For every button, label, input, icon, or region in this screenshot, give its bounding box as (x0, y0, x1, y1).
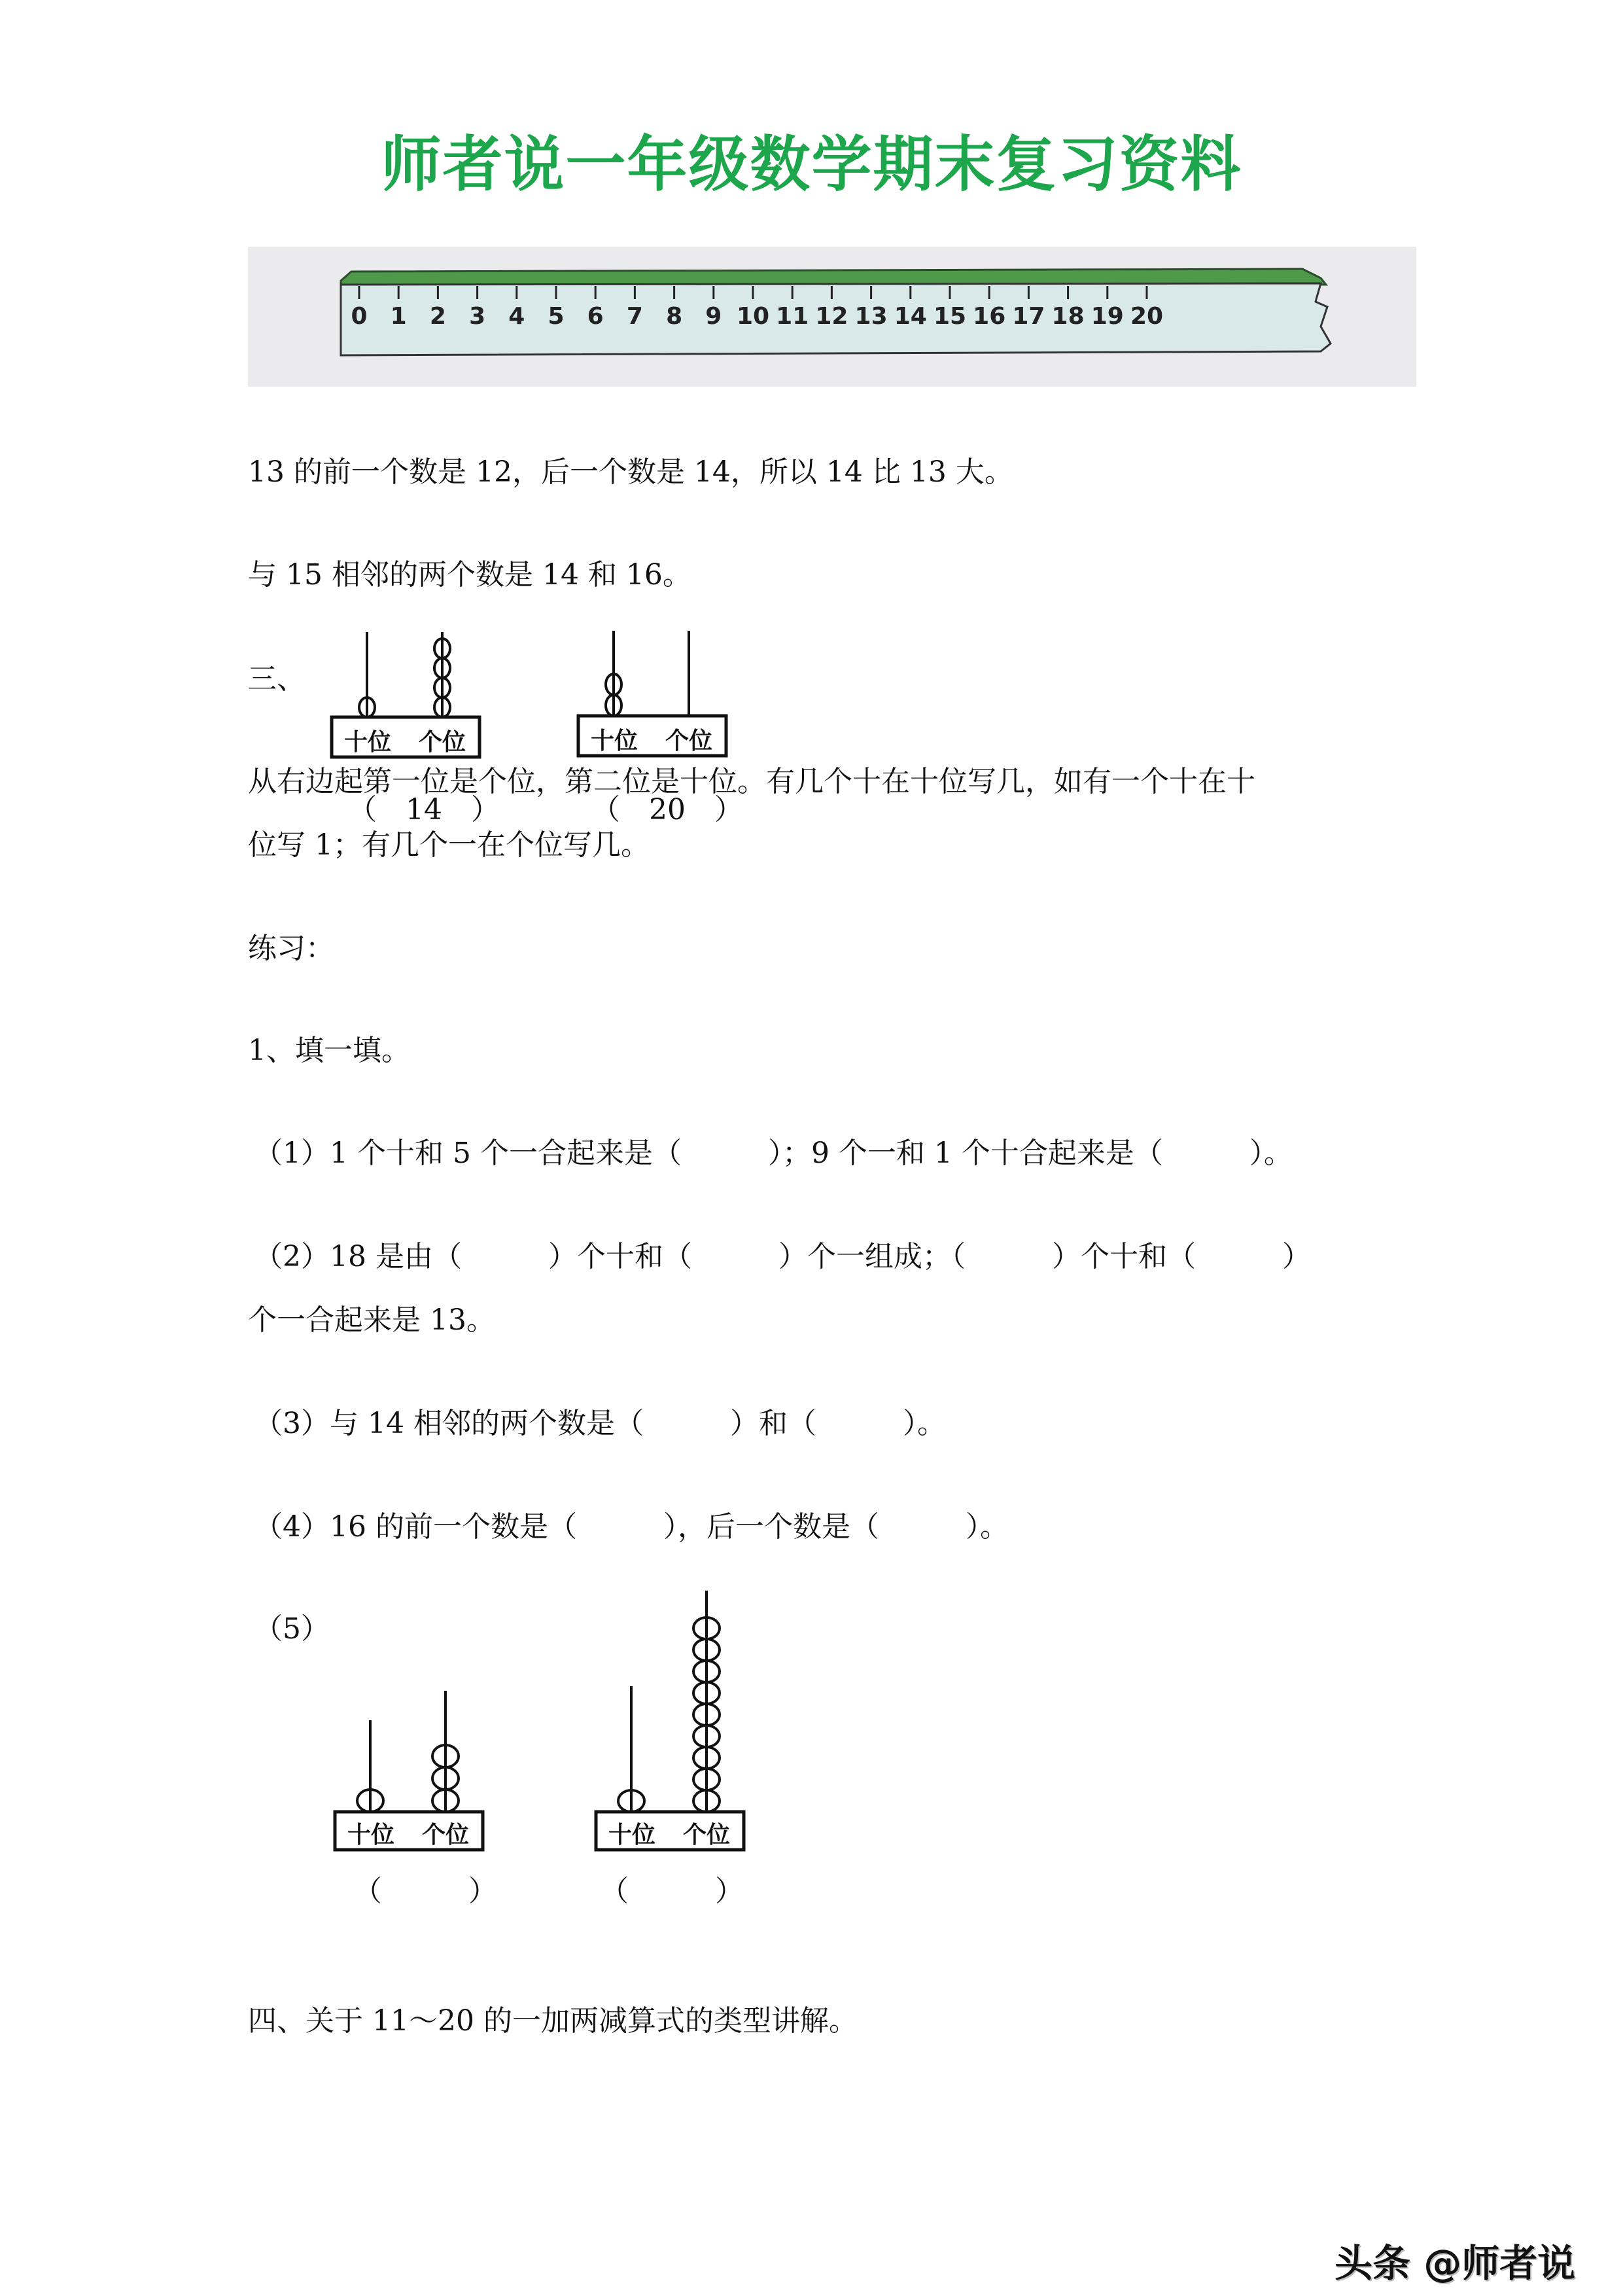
question-1: （1）1 个十和 5 个一合起来是（ ）；9 个一和 1 个十合起来是（ ）。 (254, 1137, 1293, 1170)
ruler-number: 8 (666, 303, 683, 330)
abacus-label-ones: 个位 (421, 1821, 469, 1848)
abacus-labels (577, 719, 726, 758)
abacus-label-tens: 十位 (608, 1821, 655, 1848)
ruler-number: 9 (705, 303, 722, 330)
abacus-label-ones: 个位 (418, 728, 466, 756)
abacus-exercise-a (334, 1812, 485, 1852)
question-4: （4）16 的前一个数是（ ），后一个数是（ ）。 (254, 1510, 1009, 1544)
ruler-number: 14 (894, 303, 927, 330)
section-heading: 四、关于 11～20 的一加两减算式的类型讲解。 (248, 2004, 858, 2038)
ruler-number: 1 (390, 303, 407, 330)
section-heading: 三、 (248, 662, 305, 696)
ruler-number: 16 (973, 303, 1006, 330)
question-3: （3）与 14 相邻的两个数是（ ）和（ ）。 (254, 1407, 946, 1440)
ruler-number: 18 (1051, 303, 1085, 330)
abacus-20 (577, 716, 729, 758)
ruler-number: 13 (854, 303, 888, 330)
question-5: （5） (254, 1612, 330, 1646)
page-title: 师者说一年级数学期末复习资料 (381, 129, 1242, 200)
abacus-label-tens: 十位 (590, 727, 638, 754)
ruler-number: 2 (429, 303, 446, 330)
ruler-number: 6 (587, 303, 604, 330)
abacus-label-ones: 个位 (682, 1821, 730, 1848)
answer-blank-a[interactable]: （ ） (353, 1875, 497, 1908)
question-2-cont: 个一合起来是 13。 (248, 1303, 495, 1337)
ruler-number: 5 (548, 303, 565, 330)
answer-14: （ 14 ） (348, 793, 500, 826)
paragraph-line: 从右边起第一位是个位，第二位是十位。有几个十在十位写几，如有一个十在十 (248, 765, 1255, 798)
ruler-number: 10 (736, 303, 770, 330)
ruler-number: 11 (776, 303, 809, 330)
text-line: 与 15 相邻的两个数是 14 和 16。 (248, 558, 691, 592)
abacus-label-tens: 十位 (343, 728, 391, 756)
abacus-labels (334, 1813, 483, 1852)
ruler-number: 19 (1091, 303, 1124, 330)
abacus-label-ones: 个位 (665, 727, 712, 754)
watermark: 头条 @师者说 (1335, 2241, 1576, 2286)
ruler-number: 3 (469, 303, 486, 330)
answer-20: （ 20 ） (591, 793, 743, 826)
paragraph-line: 位写 1；有几个一在个位写几。 (248, 828, 650, 862)
answer-blank-b[interactable]: （ ） (600, 1875, 744, 1908)
ruler-number: 4 (508, 303, 525, 330)
ruler-number: 20 (1130, 303, 1164, 330)
abacus-drawing (595, 1584, 746, 1852)
abacus-labels (595, 1813, 744, 1852)
abacus-exercise-b (595, 1812, 746, 1852)
abacus-label-tens: 十位 (347, 1821, 394, 1848)
abacus-14 (330, 717, 482, 760)
ruler-number: 15 (933, 303, 967, 330)
question-heading: 1、填一填。 (248, 1034, 410, 1067)
question-2: （2）18 是由（ ）个十和（ ）个一组成；（ ）个十和（ ） (254, 1240, 1311, 1273)
number-ruler-image (248, 247, 1416, 387)
ruler-number: 0 (351, 303, 368, 330)
ruler-number: 7 (626, 303, 643, 330)
practice-heading: 练习： (248, 932, 334, 965)
text-line: 13 的前一个数是 12，后一个数是 14，所以 14 比 13 大。 (248, 455, 1013, 489)
abacus-labels (330, 720, 480, 760)
ruler-number: 17 (1012, 303, 1045, 330)
ruler-svg (248, 247, 1416, 387)
ruler-number: 12 (815, 303, 848, 330)
